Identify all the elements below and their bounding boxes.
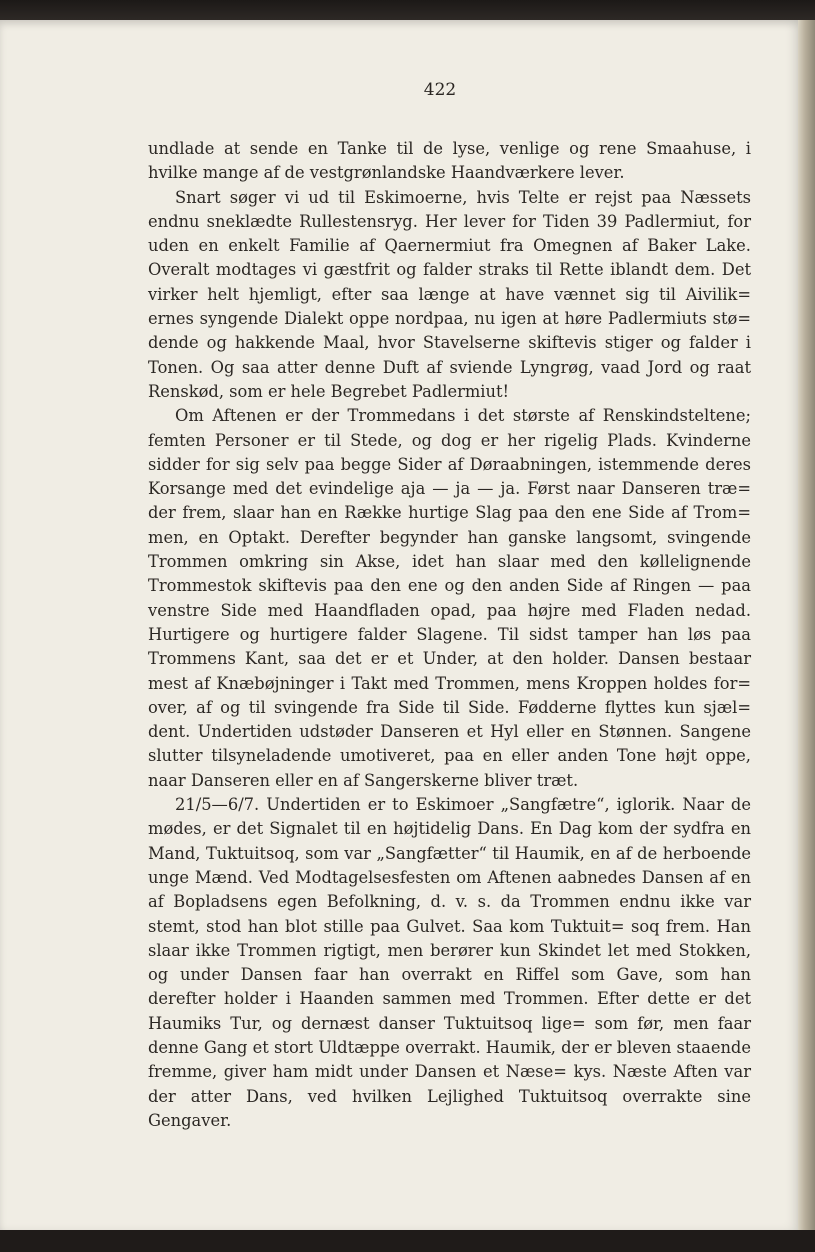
scan-right-edge <box>798 20 815 1232</box>
scan-bottom-edge <box>0 1230 815 1252</box>
paragraph-eskimo-camp: Snart søger vi ud til Eskimoerne, hvis Telte er rejst paa Næssets endnu sneklædte Rullestensryg. Her lever for Tiden 39 Padlermiut, for uden en enkelt Familie af Qaernermiut fra Omegnen af Baker Lake. Overalt modtages vi gæstfrit og falder straks til Rette iblandt dem. Det virker helt hjemligt, efter saa længe at have vænnet sig til Aivilik= ernes syngende Dialekt oppe nordpaa, nu igen at høre Padlermiuts stø= dende og hakkende Maal, hvor Stavelserne skiftevis stiger og falder i Tonen. Og saa atter denne Duft af sviende Lyngrøg, vaad Jord og raat Renskød, som er hele Begrebet Padlermiut! <box>148 187 751 401</box>
body-text <box>148 137 751 1133</box>
paragraph-song-cousins: 21/5—6/7. Undertiden er to Eskimoer „Sangfætre“, iglorik. Naar de mødes, er det Signalet til en højtidelig Dans. En Dag kom der sydfra en Mand, Tuktuitsoq, som var „Sangfætter“ til Haumik, en af de herboende unge Mænd. Ved Modtagelsesfesten om Aftenen aabnedes Dansen af en af Bopladsens egen Befolkning, d. v. s. da Trommen endnu ikke var stemt, stod han blot stille paa Gulvet. Saa kom Tuktuit= soq frem. Han slaar ikke Trommen rigtigt, men berører kun Skindet let med Stokken, og under Dansen faar han overrakt en Riffel som Gave, som han derefter holder i Haanden sammen med Trommen. Efter dette er det Haumiks Tur, og dernæst danser Tuktuitsoq lige= som før, men faar denne Gang et stort Uldtæppe overrakt. Haumik, der er bleven staaende fremme, giver ham midt under Dansen et Næse= kys. Næste Aften var der atter Dans, ved hvilken Lejlighed Tuktuitsoq overrakte sine Gengaver. <box>148 795 751 1130</box>
scan-top-edge <box>0 0 815 22</box>
paragraph-continuation: undlade at sende en Tanke til de lyse, venlige og rene Smaahuse, i hvilke mange af de vestgrønlandske Haandværkere lever. <box>148 139 751 183</box>
paragraph-drum-dance: Om Aftenen er der Trommedans i det største af Renskindsteltene; femten Personer er til Stede, og dog er her rigelig Plads. Kvinderne sidder for sig selv paa begge Sider af Døraabningen, istemmende deres Korsange med det evindelige aja — ja — ja. Først naar Danseren træ= der frem, slaar han en Række hurtige Slag paa den ene Side af Trom= men, en Optakt. Derefter begynder han ganske langsomt, svingende Trommen omkring sin Akse, idet han slaar med den køllelignende Trommestok skiftevis paa den ene og den anden Side af Ringen — paa venstre Side med Haandfladen opad, paa højre med Fladen nedad. Hurtigere og hurtigere falder Slagene. Til sidst tamper han løs paa Trommens Kant, saa det er et Under, at den holder. Dansen bestaar mest af Knæbøjninger i Takt med Trommen, mens Kroppen holdes for= over, af og til svingende fra Side til Side. Fødderne flyttes kun sjæl= dent. Undertiden udstøder Danseren et Hyl eller en Stønnen. Sangene slutter tilsyneladende umotiveret, paa en eller anden Tone højt oppe, naar Danseren eller en af Sangerskerne bliver træt. <box>148 406 751 790</box>
page-number: 422 <box>423 80 457 100</box>
